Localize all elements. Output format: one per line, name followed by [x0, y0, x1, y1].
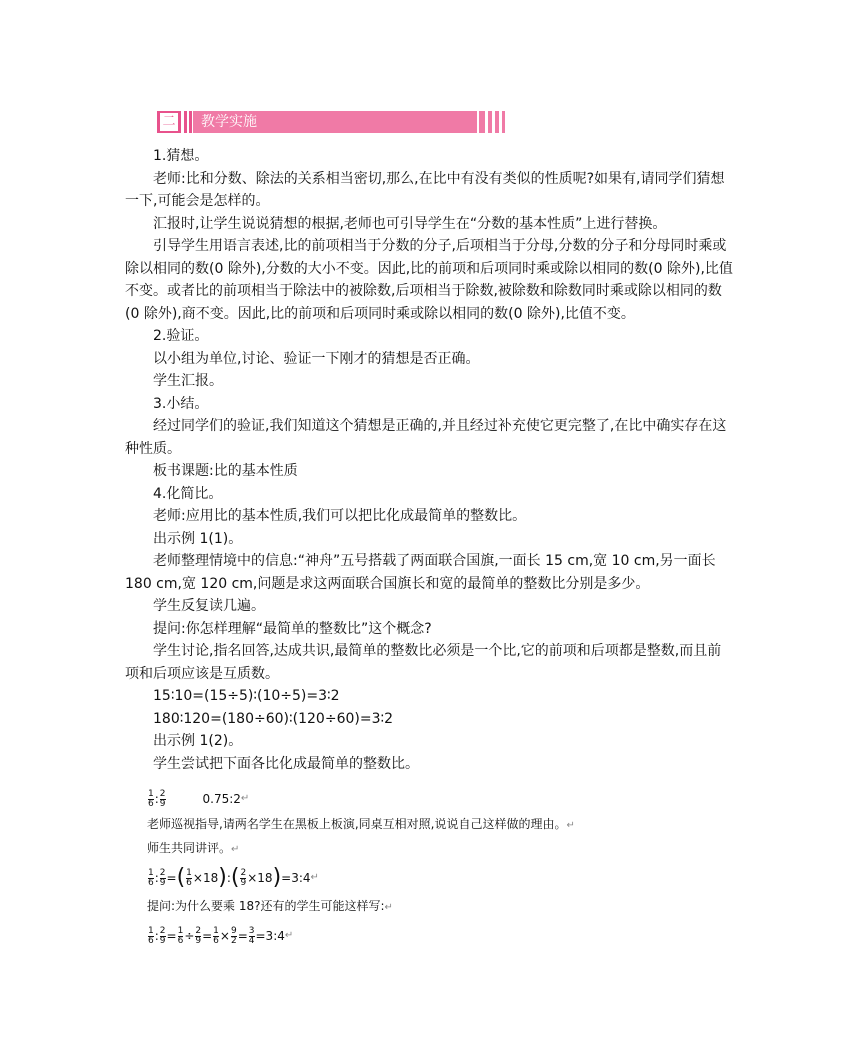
- header-stripe: [502, 111, 505, 133]
- paragraph: 汇报时,让学生说说猜想的根据,老师也可引导学生在“分数的基本性质”上进行替换。: [153, 215, 667, 232]
- solution-line: [125, 861, 735, 895]
- return-mark: ↵: [384, 902, 393, 913]
- paragraph: 学生反复读几遍。: [153, 598, 265, 614]
- ratio-sign: :: [154, 791, 159, 806]
- paragraph: 以小组为单位,讨论、验证一下刚才的猜想是否正确。: [153, 350, 480, 367]
- fraction: $\frac{9}{2}$: [230, 925, 237, 946]
- fraction: $\frac{2}{9}$: [240, 867, 247, 888]
- ratio-sign: :: [154, 870, 159, 885]
- header-divider: [189, 111, 192, 133]
- board-title: 板书课题:比的基本性质: [153, 463, 298, 479]
- ratio-sign: :: [154, 928, 159, 943]
- return-mark: ↵: [240, 792, 250, 804]
- paragraph: 出示例 1(1)。: [153, 530, 243, 547]
- equals-sign: =: [166, 870, 177, 885]
- step-heading: 3.小结。: [153, 395, 209, 412]
- header-stripe: [495, 111, 499, 133]
- equation-line: 180∶120=(180÷60)∶(120÷60)=3∶2: [153, 710, 394, 727]
- times-sign: ×: [247, 870, 258, 885]
- paragraph: 老师巡视指导,请两名学生在黑板上板演,同桌互相对照,说说自己这样做的理由。↵: [147, 817, 575, 831]
- fraction: $\frac{2}{9}$: [195, 925, 202, 946]
- paragraph: 学生尝试把下面各比化成最简单的整数比。: [153, 755, 419, 772]
- ratio-sign: :: [226, 870, 231, 885]
- result: =3:4: [281, 870, 311, 885]
- exercise-line: [125, 785, 735, 813]
- paren: ): [272, 865, 282, 890]
- result: =3:4: [255, 928, 285, 943]
- header-stripe: [488, 111, 492, 133]
- paragraph: 老师:比和分数、除法的关系相当密切,那么,在比中有没有类似的性质呢?如果有,请同学们猜想一下,可能会是怎样的。: [125, 170, 725, 209]
- fraction: $\frac{1}{6}$: [177, 925, 184, 946]
- fraction: $\frac{2}{9}$: [159, 788, 166, 809]
- paragraph: 学生汇报。: [153, 373, 223, 389]
- multiplier: 18: [202, 870, 219, 885]
- step-heading: 4.化简比。: [153, 485, 223, 502]
- multiplier: 18: [257, 870, 273, 885]
- paragraph: 老师整理情境中的信息:“神舟”五号搭载了两面联合国旗,一面长 15 cm,宽 10 cm,另一面长 180 cm,宽 120 cm,问题是求这两面联合国旗长和宽的最简单的整数比分别是多少。: [125, 553, 716, 592]
- alt-solution-line: [125, 919, 735, 953]
- paren: (: [176, 865, 186, 890]
- paragraph: 学生讨论,指名回答,达成共识,最简单的整数比必须是一个比,它的前项和后项都是整数,而且前项和后项应该是互质数。: [125, 643, 722, 682]
- return-mark: ↵: [231, 844, 240, 855]
- fraction: $\frac{1}{6}$: [148, 925, 154, 946]
- paragraph: 提问:为什么要乘 18?还有的学生可能这样写:↵: [147, 899, 393, 913]
- fraction: $\frac{2}{9}$: [159, 867, 166, 888]
- fraction: $\frac{1}{6}$: [148, 788, 154, 809]
- times-sign: ×: [219, 928, 230, 943]
- fraction: $\frac{1}{6}$: [186, 867, 192, 888]
- fraction: $\frac{1}{6}$: [148, 867, 154, 888]
- times-sign: ×: [192, 870, 203, 885]
- equals-sign: =: [237, 928, 248, 943]
- fraction: $\frac{3}{4}$: [248, 925, 255, 946]
- section-title: 教学实施: [193, 111, 477, 133]
- return-mark: ↵: [310, 871, 319, 883]
- paragraph: 老师:应用比的基本性质,我们可以把比化成最简单的整数比。: [153, 508, 527, 524]
- fraction: $\frac{2}{9}$: [159, 925, 166, 946]
- section-number: 二: [160, 113, 178, 131]
- paragraph: 引导学生用语言表述,比的前项相当于分数的分子,后项相当于分母,分数的分子和分母同时乘或除以相同的数(0 除外),分数的大小不变。因此,比的前项和后项同时乘或除以相同的数(0 除外),比值不变。或者比的前项相当于除法中的被除数,后项相当于除数,被除数和除数同时乘或除以相同的数(0 除外),商不变。因此,比的前项和后项同时乘或除以相同的数(0 除外),比值不变。: [125, 238, 733, 322]
- paragraph: 师生共同讲评。↵: [147, 841, 240, 855]
- step-heading: 2.验证。: [153, 328, 209, 344]
- paren: ): [218, 865, 227, 890]
- step-heading: 1.猜想。: [153, 148, 209, 164]
- section-number-box: [157, 111, 181, 133]
- exercise-ratio: 0.75:2: [202, 791, 241, 806]
- return-mark: ↵: [284, 929, 294, 941]
- paren: (: [230, 865, 240, 890]
- equals-sign: =: [202, 928, 213, 943]
- return-mark: ↵: [566, 820, 575, 831]
- lesson-body: [125, 145, 735, 953]
- paragraph: 提问:你怎样理解“最简单的整数比”这个概念?: [153, 620, 432, 637]
- equals-sign: =: [166, 928, 177, 943]
- equation-line: 15∶10=(15÷5)∶(10÷5)=3∶2: [153, 688, 340, 704]
- section-header: [157, 111, 349, 133]
- division-sign: ÷: [184, 928, 195, 943]
- paragraph: 出示例 1(2)。: [153, 733, 243, 749]
- header-stripe: [479, 111, 485, 133]
- header-divider: [184, 111, 187, 133]
- fraction: $\frac{1}{6}$: [213, 925, 219, 946]
- paragraph: 经过同学们的验证,我们知道这个猜想是正确的,并且经过补充使它更完整了,在比中确实存在这种性质。: [125, 418, 727, 457]
